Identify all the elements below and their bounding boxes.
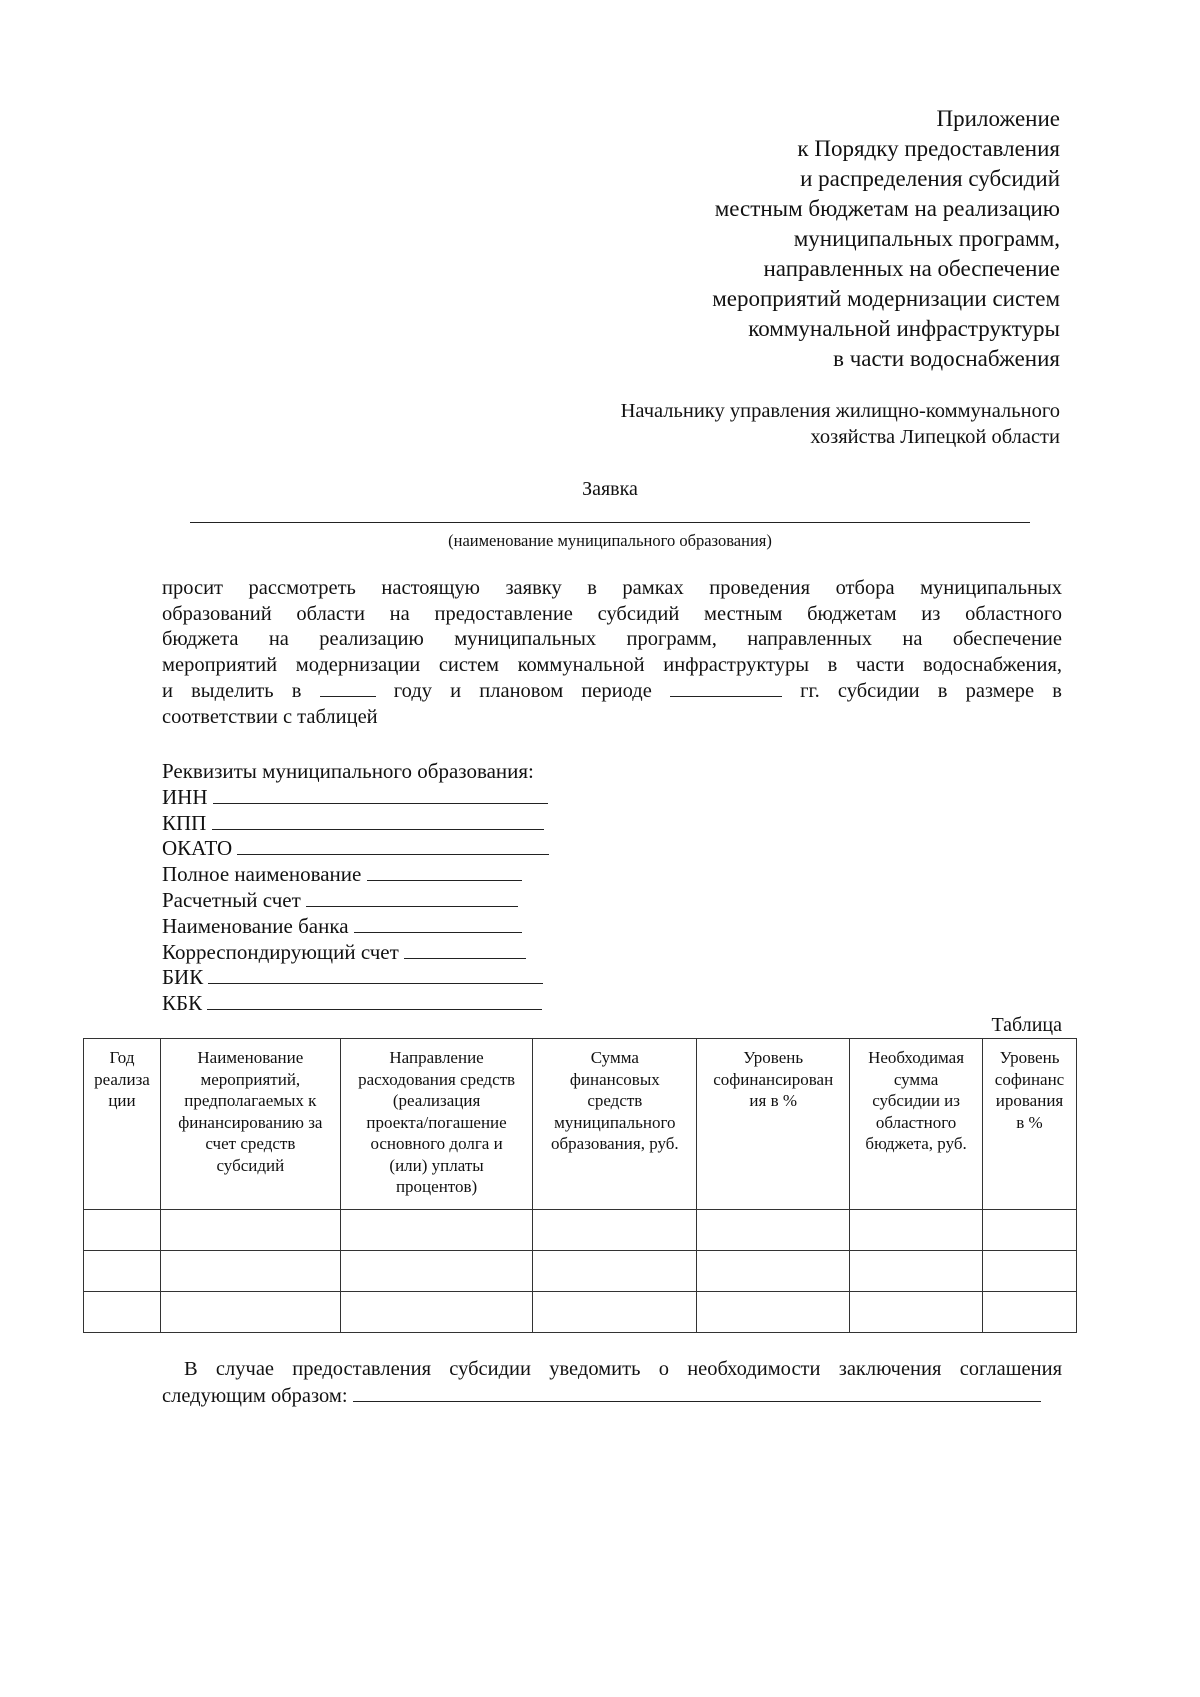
subsidy-table: [83, 1038, 1077, 1333]
paragraph-line: бюджета на реализацию муниципальных программ, направленных на обеспечение: [162, 628, 1062, 650]
table-cell[interactable]: [84, 1292, 161, 1333]
paragraph-line: просит рассмотреть настоящую заявку в рамках проведения отбора муниципальных: [162, 577, 1062, 599]
field-label: Полное наименование: [162, 862, 362, 887]
field-label: КБК: [162, 991, 203, 1016]
paragraph-line: [162, 1383, 1062, 1410]
table-cell[interactable]: [697, 1292, 850, 1333]
field-label: ИНН: [162, 784, 208, 809]
field-label: Расчетный счет: [162, 887, 301, 912]
table-cell[interactable]: [340, 1292, 533, 1333]
paragraph-line: [162, 678, 1062, 705]
paragraph-line: В случае предоставления субсидии уведомить о необходимости заключения соглашения: [184, 1358, 1062, 1380]
notification-method-field[interactable]: [353, 1383, 1041, 1402]
request-paragraph: [162, 576, 1062, 730]
column-header: Сумма финансовых средств муниципального образования, руб.: [533, 1039, 697, 1210]
table-cell[interactable]: [697, 1210, 850, 1251]
field-label: Наименование банка: [162, 913, 349, 938]
corr-account-field[interactable]: [404, 940, 526, 959]
table-cell[interactable]: [160, 1292, 340, 1333]
field-label: КПП: [162, 810, 207, 835]
table-row: [84, 1251, 1077, 1292]
addressee-line: хозяйства Липецкой области: [810, 426, 1060, 448]
paragraph-line: соответствии с таблицей: [162, 705, 378, 728]
table-caption: Таблица: [991, 1014, 1062, 1036]
period-blank[interactable]: [670, 678, 782, 697]
header-line: коммунальной инфраструктуры: [748, 316, 1060, 341]
kpp-field[interactable]: [212, 811, 544, 830]
requisites-heading: Реквизиты муниципального образования:: [162, 759, 534, 783]
addressee: [621, 398, 1060, 450]
table-cell[interactable]: [160, 1210, 340, 1251]
bank-name-field[interactable]: [354, 914, 522, 933]
table-cell[interactable]: [850, 1210, 983, 1251]
column-header: Направление расходования средств (реализация проекта/погашение основного долга и (или) уплаты процентов): [340, 1039, 533, 1210]
column-header: Год реализа ции: [84, 1039, 161, 1210]
document-title: Заявка: [582, 478, 638, 500]
header-line: и распределения субсидий: [800, 166, 1060, 191]
table-cell[interactable]: [983, 1292, 1077, 1333]
table-cell[interactable]: [850, 1292, 983, 1333]
header-line: мероприятий модернизации систем: [712, 286, 1060, 311]
table-row: [84, 1210, 1077, 1251]
table-cell[interactable]: [84, 1210, 161, 1251]
header-line: местным бюджетам на реализацию: [714, 196, 1060, 221]
field-label: Корреспондирующий счет: [162, 939, 399, 964]
table-header-row: [84, 1039, 1077, 1210]
table-cell[interactable]: [340, 1210, 533, 1251]
table-cell[interactable]: [340, 1251, 533, 1292]
text: и выделить в: [162, 680, 302, 702]
field-label: ОКАТО: [162, 836, 233, 861]
table-row: [84, 1292, 1077, 1333]
kbk-field[interactable]: [207, 991, 542, 1010]
table-cell[interactable]: [983, 1251, 1077, 1292]
text: следующим образом:: [162, 1385, 348, 1407]
inn-field[interactable]: [213, 785, 548, 804]
okato-field[interactable]: [237, 836, 549, 855]
bik-field[interactable]: [208, 965, 543, 984]
column-header: Уровень софинансирован ия в %: [697, 1039, 850, 1210]
field-label: БИК: [162, 965, 204, 990]
addressee-line: Начальнику управления жилищно-коммунального: [620, 400, 1060, 422]
text: году и плановом периоде: [393, 680, 652, 702]
account-field[interactable]: [306, 888, 518, 907]
table-cell[interactable]: [983, 1210, 1077, 1251]
table-cell[interactable]: [533, 1292, 697, 1333]
header-line: направленных на обеспечение: [763, 256, 1060, 281]
paragraph-line: мероприятий модернизации систем коммунальной инфраструктуры в части водоснабжения,: [162, 653, 1062, 676]
year-blank[interactable]: [320, 678, 376, 697]
paragraph-line: образований области на предоставление субсидий местным бюджетам из областного: [162, 602, 1062, 625]
column-header: Наименование мероприятий, предполагаемых к финансированию за счет средств субсидий: [160, 1039, 340, 1210]
full-name-field[interactable]: [367, 862, 522, 881]
table-cell[interactable]: [697, 1251, 850, 1292]
municipality-caption: (наименование муниципального образования): [448, 531, 772, 550]
header-line: Приложение: [936, 106, 1060, 131]
column-header: Уровень софинанс ирования в %: [983, 1039, 1077, 1210]
appendix-header: [712, 104, 1060, 374]
table-cell[interactable]: [850, 1251, 983, 1292]
table-cell[interactable]: [84, 1251, 161, 1292]
column-header: Необходимая сумма субсидии из областного бюджета, руб.: [850, 1039, 983, 1210]
text: гг. субсидии в размере в: [800, 680, 1062, 702]
header-line: муниципальных программ,: [793, 226, 1060, 251]
table-cell[interactable]: [533, 1210, 697, 1251]
municipality-name-line[interactable]: [190, 522, 1030, 523]
header-line: к Порядку предоставления: [797, 136, 1060, 161]
table-cell[interactable]: [533, 1251, 697, 1292]
notification-paragraph: [162, 1356, 1062, 1410]
header-line: в части водоснабжения: [833, 346, 1060, 371]
table-cell[interactable]: [160, 1251, 340, 1292]
requisites: [162, 759, 549, 1017]
